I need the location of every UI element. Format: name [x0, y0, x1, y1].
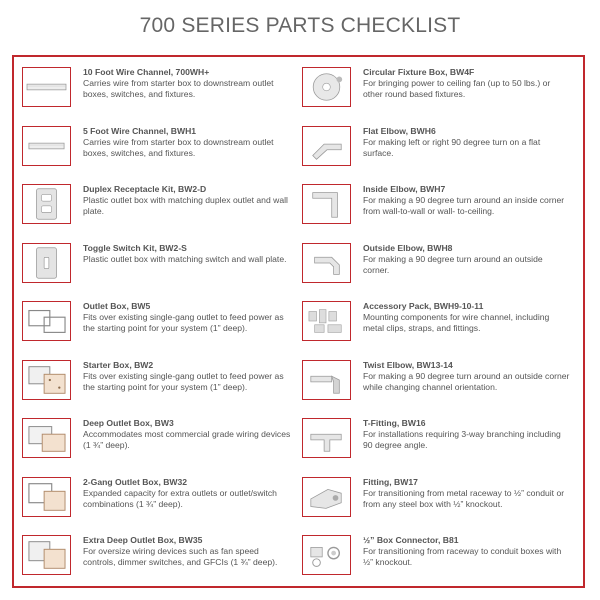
- part-name: Twist Elbow, BW13-14: [363, 359, 453, 370]
- part-name: Accessory Pack, BWH9-10-11: [363, 301, 484, 311]
- left-column: [22, 67, 292, 594]
- two-gang-box-icon: [22, 477, 71, 517]
- list-item: [302, 477, 572, 536]
- list-item: [302, 243, 572, 302]
- list-item: [22, 301, 292, 360]
- list-item: [22, 535, 292, 594]
- part-name: Duplex Receptacle Kit, BW2-D: [83, 184, 207, 194]
- part-description: Plastic outlet box with matching duplex outlet and wall plate.: [83, 195, 288, 217]
- part-description: For installations requiring 3-way branching including 90 degree angle.: [363, 429, 561, 451]
- list-item: [302, 126, 572, 185]
- part-name: Outside Elbow, BWH8: [363, 242, 453, 253]
- part-description: Fits over existing single-gang outlet to feed power as the starting point for your system (1” deep).: [83, 312, 284, 334]
- circular-fixture-box-icon: [302, 67, 351, 107]
- outlet-box-icon: [22, 301, 71, 341]
- list-item: [302, 184, 572, 243]
- extra-deep-box-icon: [22, 535, 71, 575]
- part-name: 2-Gang Outlet Box, BW32: [83, 476, 188, 487]
- inside-elbow-icon: [302, 184, 351, 224]
- flat-elbow-icon: [302, 126, 351, 166]
- part-name: Outlet Box, BW5: [83, 301, 151, 311]
- part-name: Inside Elbow, BWH7: [363, 184, 446, 194]
- part-description: For transitioning from metal raceway to ½” conduit or from any steel box with ½” knockout.: [363, 487, 565, 509]
- page-title: 700 SERIES PARTS CHECKLIST: [139, 14, 461, 37]
- part-description: Fits over existing single-gang outlet to feed power as the starting point for your system (1” deep).: [83, 370, 284, 392]
- part-name: Toggle Switch Kit, BW2-S: [83, 242, 187, 253]
- list-item: [302, 360, 572, 419]
- list-item: [302, 535, 572, 594]
- list-item: [302, 67, 572, 126]
- part-description: For bringing power to ceiling fan (up to 50 lbs.) or other round based fixtures.: [363, 78, 551, 100]
- list-item: [22, 477, 292, 536]
- list-item: [22, 360, 292, 419]
- part-description: For transitioning from raceway to conduit boxes with ½” knockout.: [363, 546, 562, 568]
- part-name: Flat Elbow, BWH6: [363, 125, 436, 136]
- outside-elbow-icon: [302, 243, 351, 283]
- part-description: For making a 90 degree turn around an outside corner.: [363, 253, 543, 275]
- part-name: 10 Foot Wire Channel, 700WH+: [83, 67, 210, 77]
- list-item: [22, 184, 292, 243]
- accessory-pack-icon: [302, 301, 351, 341]
- part-description: Expanded capacity for extra outlets or outlet/switch combinations (1 ¾” deep).: [83, 487, 277, 509]
- right-column: [302, 67, 572, 594]
- part-name: Fitting, BW17: [363, 476, 418, 487]
- t-fitting-icon: [302, 418, 351, 458]
- part-name: T-Fitting, BW16: [363, 418, 426, 428]
- parts-checklist-frame: [12, 55, 585, 588]
- fitting-icon: [302, 477, 351, 517]
- part-description: For making a 90 degree turn around an outside corner while changing channel orientation.: [363, 370, 570, 392]
- part-description: Carries wire from starter box to downstream outlet boxes, switches, and fixtures.: [83, 78, 274, 100]
- part-description: Plastic outlet box with matching switch and wall plate.: [83, 253, 287, 264]
- part-name: 5 Foot Wire Channel, BWH1: [83, 125, 197, 136]
- list-item: [22, 418, 292, 477]
- part-name: Circular Fixture Box, BW4F: [363, 67, 475, 77]
- list-item: [302, 418, 572, 477]
- box-connector-icon: [302, 535, 351, 575]
- part-name: ½” Box Connector, B81: [363, 535, 459, 545]
- twist-elbow-icon: [302, 360, 351, 400]
- part-description: Accommodates most commercial grade wiring devices (1 ¾” deep).: [83, 429, 291, 451]
- list-item: [22, 67, 292, 126]
- part-name: Extra Deep Outlet Box, BW35: [83, 535, 203, 545]
- deep-outlet-box-icon: [22, 418, 71, 458]
- part-description: Mounting components for wire channel, including metal clips, straps, and fittings.: [363, 312, 550, 334]
- list-item: [302, 301, 572, 360]
- part-description: Carries wire from starter box to downstream outlet boxes, switches, and fixtures.: [83, 136, 274, 158]
- part-description: For making a 90 degree turn around an inside corner from wall-to-wall or wall- to-ceiling.: [363, 195, 565, 217]
- starter-box-icon: [22, 360, 71, 400]
- part-description: For making left or right 90 degree turn on a flat surface.: [363, 136, 541, 158]
- duplex-receptacle-icon: [22, 184, 71, 224]
- part-description: For oversize wiring devices such as fan speed controls, dimmer switches, and GFCIs (1 ¾” deep).: [83, 546, 278, 568]
- list-item: [22, 126, 292, 185]
- wire-channel-short-icon: [22, 126, 71, 166]
- part-name: Deep Outlet Box, BW3: [83, 418, 174, 428]
- toggle-switch-icon: [22, 243, 71, 283]
- list-item: [22, 243, 292, 302]
- part-name: Starter Box, BW2: [83, 359, 154, 370]
- wire-channel-long-icon: [22, 67, 71, 107]
